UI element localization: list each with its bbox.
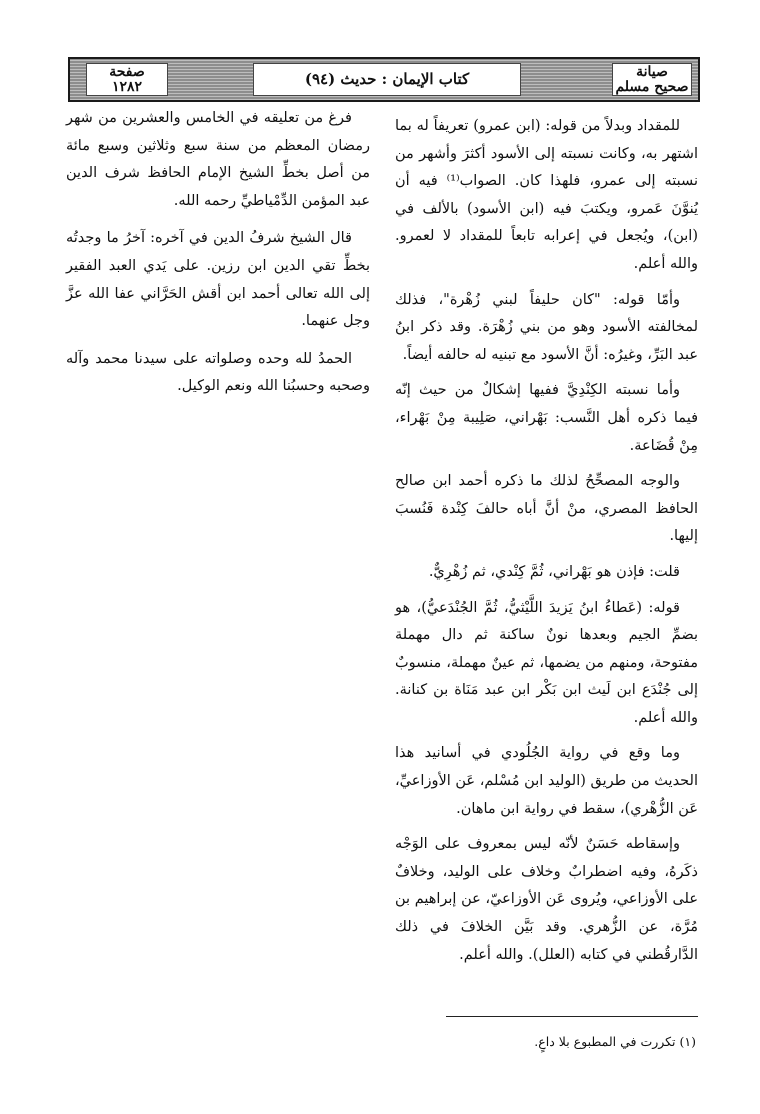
page-number-box	[86, 63, 168, 96]
paragraph: قوله: (عَطاءُ ابنُ يَزيدَ اللَّيْثيُّ، ثُمَّ الجُنْدَعيُّ)، هو بضمِّ الجيم وبعدها نونٌ ساكنة ثم دال مهملة مفتوحة، ومنهم من يضمها، ثم عينٌ مهملة، منسوبٌ إلى جُنْدَع ابن لَيث ابن بَكْر ابن عبد مَنَاة بن كنانة. والله أعلم.	[395, 599, 698, 726]
page-label: صفحة	[109, 63, 145, 80]
page-number: ١٢٨٢	[111, 78, 143, 95]
right-text-column	[395, 113, 698, 977]
left-text-column	[66, 105, 370, 411]
footnote-divider	[446, 1016, 698, 1017]
paragraph: وأمّا قوله: "كان حليفاً لبني زُهْرة"، فذلك لمخالفته الأسود وهو من بني زُهْرَة. وقد ذكر ابنُ عبد البَرِّ، وغيرُه: أنَّ الأسود مع تبنيه له حالفه أيضاً.	[395, 291, 698, 363]
paragraph: فرغ من تعليقه في الخامس والعشرين من شهر رمضان المعظم من سنة سبع وثلاثين وسبع مائة من أصل بخطِّ الشيخ الإمام الحافظ شرف الدين عبد المؤمن الدِّمْياطيِّ رحمه الله.	[66, 110, 370, 209]
paragraph: الحمدُ لله وحده وصلواته على سيدنا محمد وآله وصحبه وحسبُنا الله ونعم الوكيل.	[66, 350, 370, 395]
paragraph: قال الشيخ شرفُ الدين في آخره: آخرُ ما وجدتُه بخطِّ تقي الدين ابن رزين. على يَدي العبد الفقير إلى الله تعالى أحمد ابن أقش الحَرَّاني عفا الله عزَّ وجل عنهما.	[66, 230, 370, 330]
book-title-line1: صيانة	[636, 63, 668, 80]
book-title-box	[612, 63, 692, 96]
paragraph: قلت: فإذن هو بَهْراني، ثُمَّ كِنْدي، ثم زُهْرِيٌّ.	[428, 563, 680, 580]
paragraph: وأما نسبته الكِنْدِيَّ ففيها إشكالٌ من حيث إنّه فيما ذكره أهل النَّسب: بَهْراني، صَلِيبة مِنْ بَهْراء، مِنْ قُضَاعة.	[395, 382, 698, 454]
footnote: (١) تكررت في المطبوع بلا داعٍ.	[534, 1034, 696, 1049]
paragraph: والوجه المصحِّحُ لذلك ما ذكره أحمد ابن صالح الحافظ المصري، منْ أنَّ أباه حالفَ كِنْدة فَنُسبَ إليها.	[395, 473, 698, 545]
page-header	[68, 57, 700, 102]
book-title-line2: صحيح مسلم	[615, 78, 689, 95]
paragraph: للمقداد وبدلاً من قوله: (ابن عمرو) تعريفاً له بما اشتهر به، وكانت نسبته إلى الأسود أكثرَ وأشهر من نسبته إلى عمرو، فلهذا كان. الصواب⁽¹⁾ فيه أن يُنوَّنَ عَمرو، ويكتبَ فيه (ابن الأسود) بالألف في (ابن)، ويُجعل في إعرابه تابعاً للمقداد لا لعمرو. والله أعلم.	[395, 118, 698, 272]
chapter-title: كتاب الإيمان : حديث (٩٤)	[304, 70, 470, 88]
paragraph: وما وقع في رواية الجُلُودي في أسانيد هذا الحديث من طريق (الوليد ابن مُسْلم، عَن الأوزاعيِّ، عَن الزُّهْري)، سقط في رواية ابن ماهان.	[395, 745, 698, 817]
chapter-title-box	[253, 63, 521, 96]
paragraph: وإسقاطه حَسَنٌ لأنّه ليس بمعروف على الوَجْه ذكَرهُ، وفيه اضطرابٌ وخلاف على الوليد، وخلافٌ على الأوزاعي، ويُروى عَن الأوزاعيّ، عن إبراهيم بن مُرَّة، عن الزُّهري. وقد بَيَّن الخلافَ في ذلك الدَّارقُطني في كتابه (العلل). والله أعلم.	[395, 836, 698, 963]
